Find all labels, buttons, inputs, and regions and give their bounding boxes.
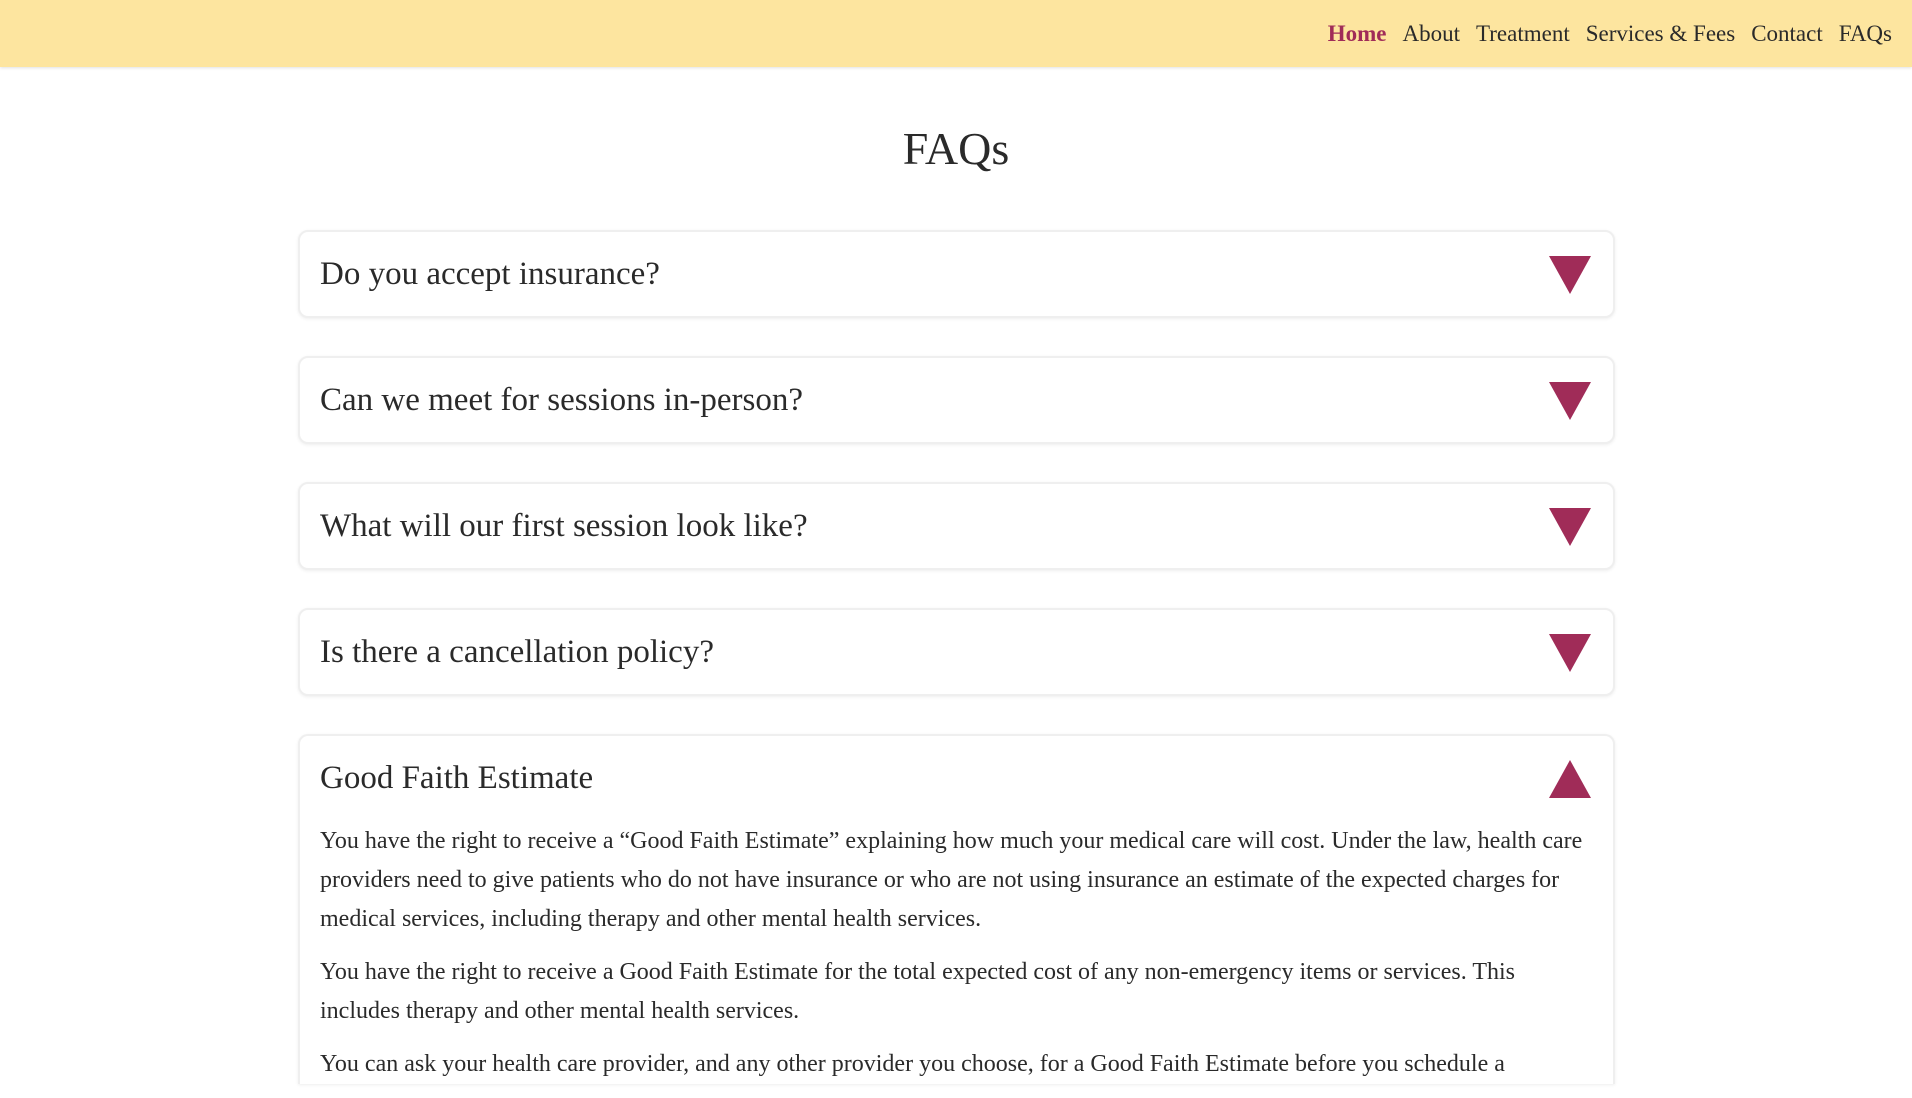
faq-question: What will our first session look like? (320, 508, 808, 544)
faq-item-in-person (298, 356, 1615, 444)
faq-answer (300, 822, 1613, 1084)
answer-paragraph: You can ask your health care provider, and any other provider you choose, for a Good Faith Estimate before you schedule a (320, 1051, 1505, 1077)
faq-header[interactable] (300, 610, 1613, 694)
triangle-down-icon[interactable] (1549, 508, 1591, 546)
triangle-up-icon[interactable] (1549, 760, 1591, 798)
answer-paragraph: You have the right to receive a Good Faith Estimate for the total expected cost of any non-emergency items or services. This includes therapy and other mental health services. (320, 959, 1516, 1024)
faq-header[interactable] (300, 232, 1613, 316)
triangle-down-icon[interactable] (1549, 634, 1591, 672)
faq-item-cancellation (298, 608, 1615, 696)
faq-accordion (298, 230, 1615, 1098)
nav-link-home[interactable]: Home (1327, 20, 1387, 46)
triangle-down-icon[interactable] (1549, 382, 1591, 420)
faq-item-insurance (298, 230, 1615, 318)
nav-link-faqs[interactable]: FAQs (1838, 20, 1892, 46)
nav-link-about[interactable]: About (1402, 20, 1461, 46)
faq-header[interactable] (300, 736, 1613, 820)
faq-item-first-session (298, 482, 1615, 570)
faq-question: Do you accept insurance? (320, 256, 660, 292)
nav-link-services-fees[interactable]: Services & Fees (1585, 20, 1736, 46)
triangle-down-icon[interactable] (1549, 256, 1591, 294)
answer-paragraph: You have the right to receive a “Good Faith Estimate” explaining how much your medical care will cost. Under the law, health care providers need to give patients who do not have insurance or who are not using insurance an estimate of the expected charges for medical services, including therapy and other mental health services. (320, 828, 1583, 932)
faq-question: Can we meet for sessions in-person? (320, 382, 803, 418)
faq-item-good-faith-estimate (298, 734, 1615, 1084)
page-title: FAQs (902, 123, 1010, 174)
nav-link-contact[interactable]: Contact (1751, 20, 1823, 46)
faq-question: Is there a cancellation policy? (320, 634, 714, 670)
faq-question: Good Faith Estimate (320, 760, 594, 796)
faq-header[interactable] (300, 484, 1613, 568)
faq-header[interactable] (300, 358, 1613, 442)
nav-menu (1328, 0, 1892, 67)
nav-link-treatment[interactable]: Treatment (1476, 20, 1570, 46)
top-navigation-bar (0, 0, 1912, 67)
